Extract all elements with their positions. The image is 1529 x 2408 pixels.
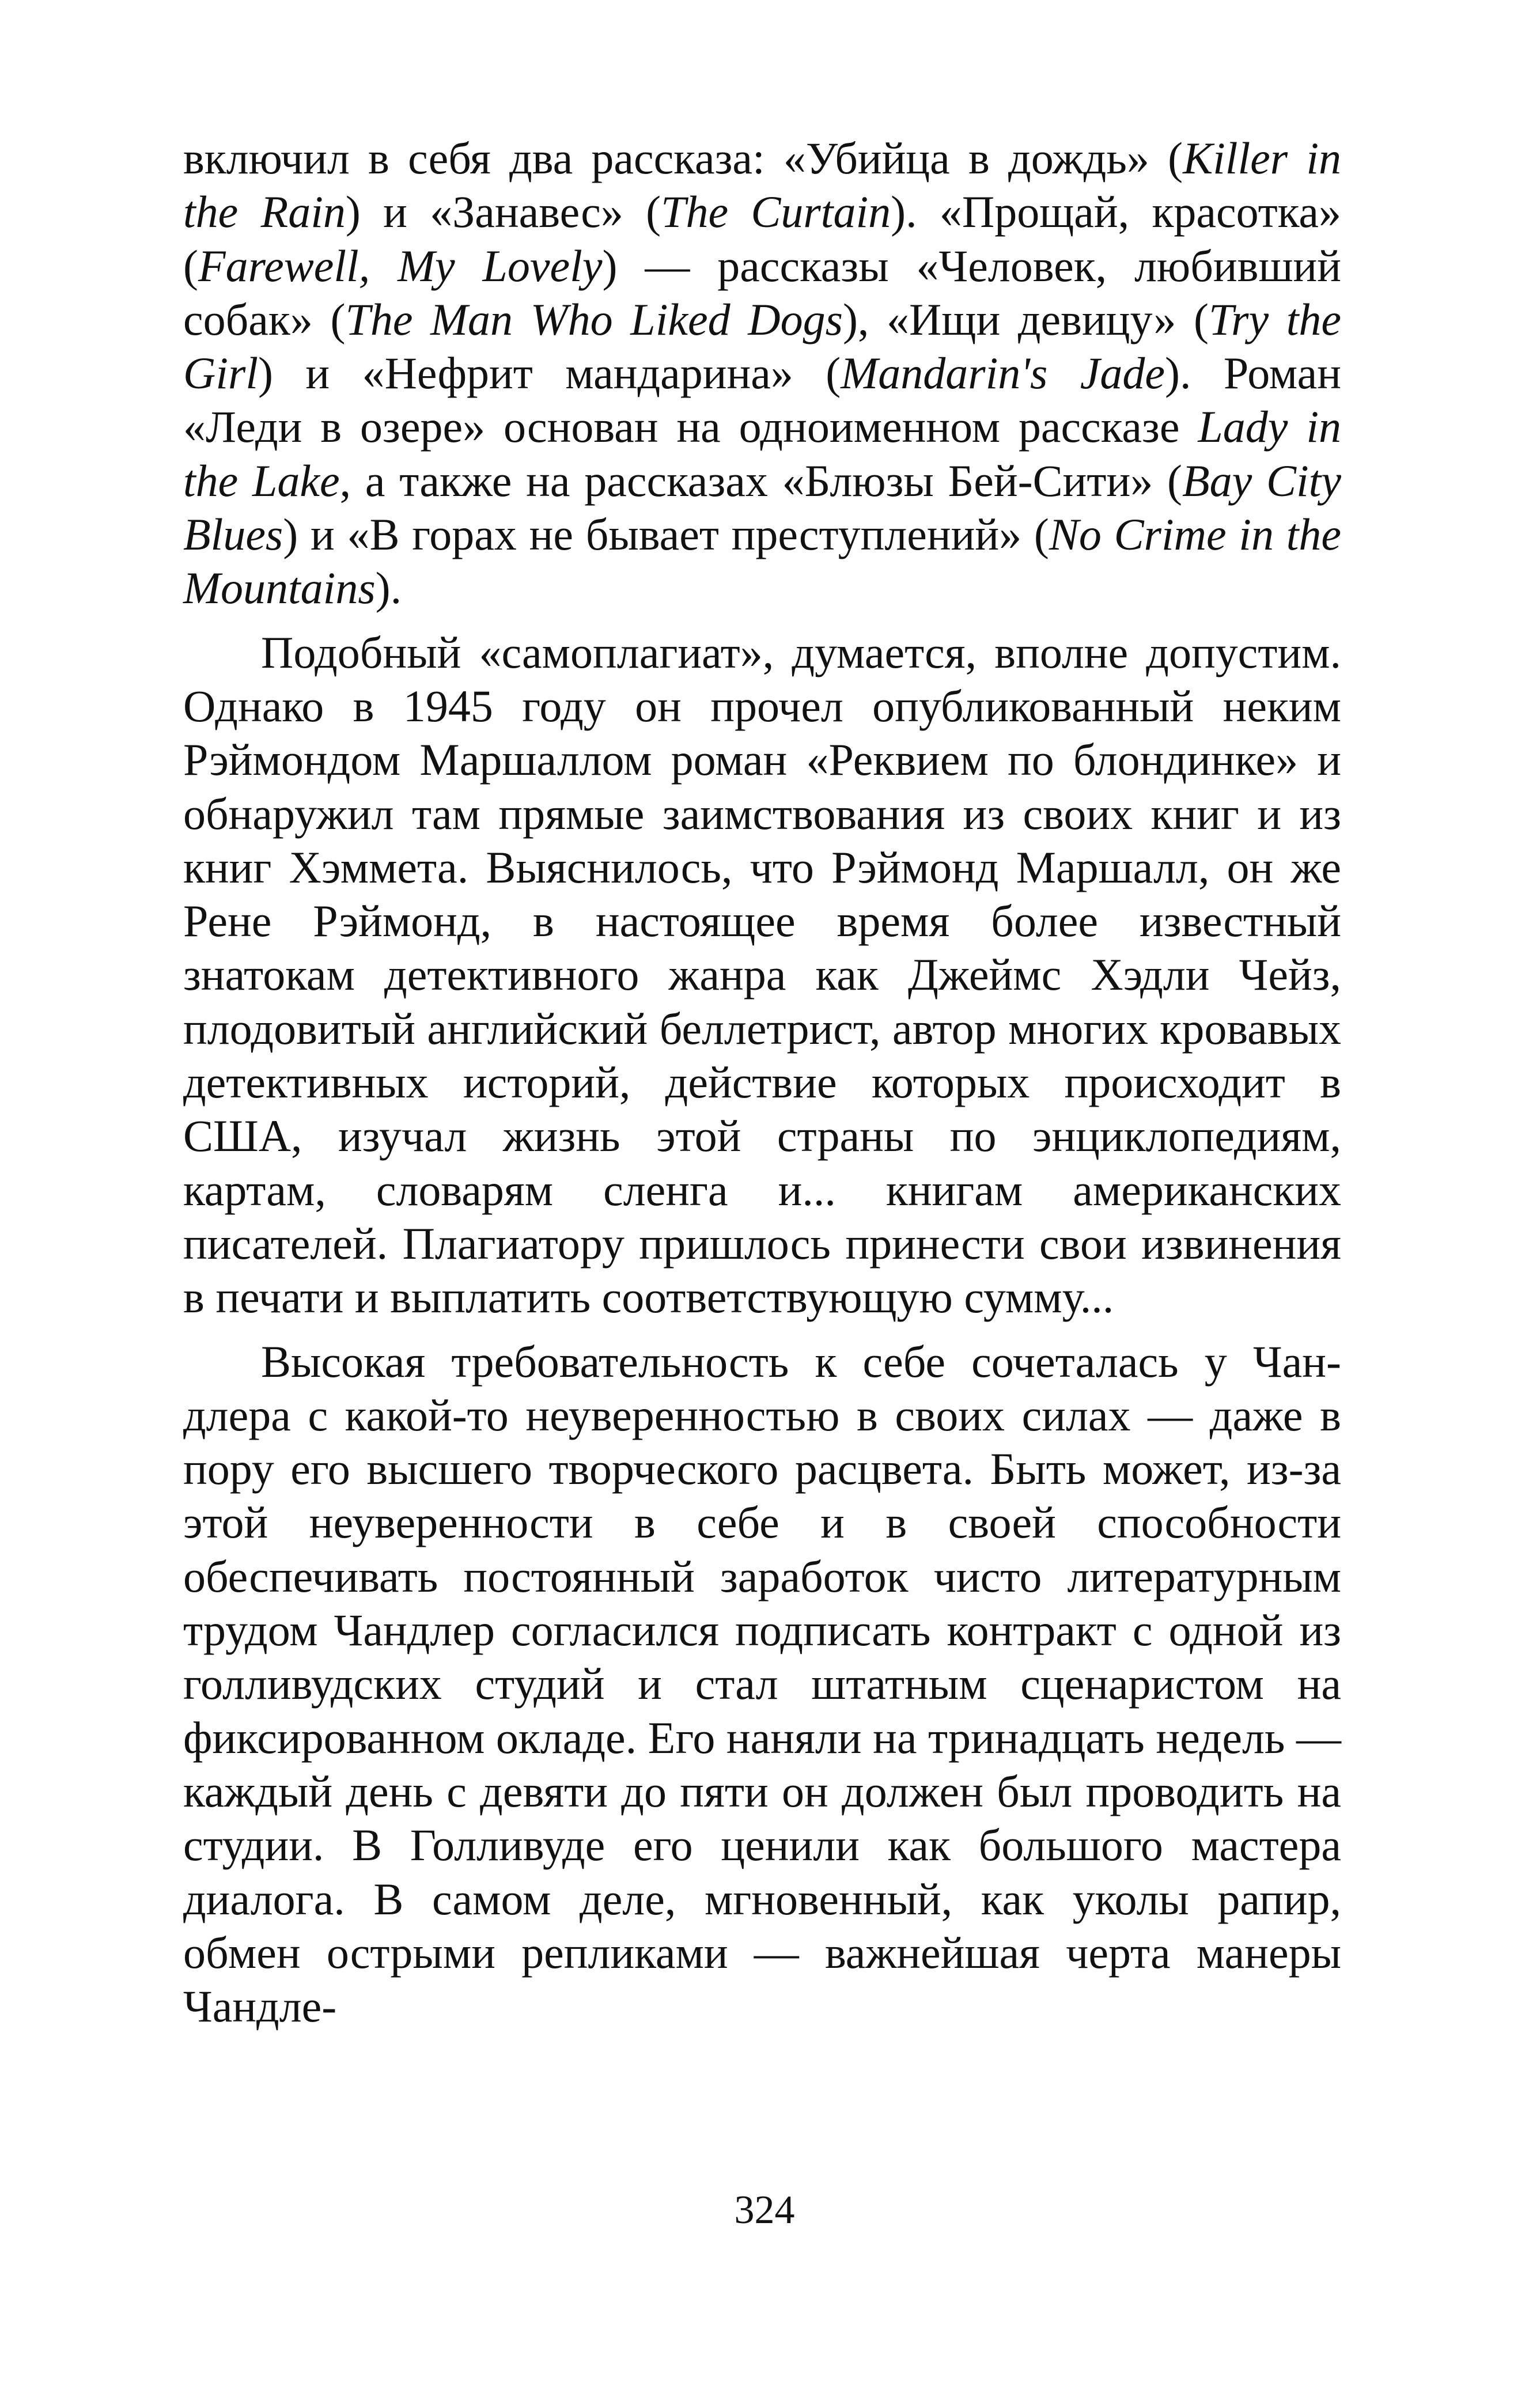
text-run: ) и «Занавес» ( <box>345 187 661 237</box>
paragraph <box>183 626 1341 1324</box>
italic-title: The Curtain <box>661 187 891 237</box>
text-run: Высокая требовательность к себе сочеталась у Чандлера с какой-то неуверенностью в своих силах — даже в пору его высшего творческого расцвета. Быть может, из-за этой неуверенности в себе и в своей способности обеспечивать постоянный заработок чисто литературным трудом Чандлер согласился подписать контракт с одной из голливудских студий и стал штатным сценаристом на фиксированном окладе. Его наняли на тринадцать недель — каждый день с девяти до пяти он должен был проводить на студии. В Голливуде его ценили как большого мастера диалога. В самом деле, мгновенный, как уколы рапир, обмен острыми репликами — важнейшая черта манеры Чандле- <box>183 1336 1341 2032</box>
page-number: 324 <box>734 2188 795 2232</box>
italic-title: Try the Girl <box>183 294 1341 399</box>
text-run: Подобный «самоплагиат», думается, вполне допустим. Однако в 1945 году он прочел опубликованный неким Рэймондом Маршаллом роман «Реквием по блондинке» и обнаружил там прямые заимствования из своих книг и из книг Хэммета. Выяснилось, что Рэймонд Маршалл, он же Рене Рэймонд, в настоящее время более известный знатокам детективного жанра как Джеймс Хэдли Чейз, плодовитый английский беллетрист, автор многих кровавых детективных историй, действие которых происходит в США, изучал жизнь этой страны по энциклопедиям, картам, словарям сленга и... книгам американских писателей. Плагиатору пришлось принести свои извинения в печати и выплатить соответствующую сумму... <box>183 627 1341 1323</box>
italic-title: Mandarin's Jade <box>841 348 1165 399</box>
italic-title: Bay City Blues <box>183 455 1341 560</box>
italic-title: No Crime in the Mountains <box>183 509 1341 614</box>
text-run: ) и «В горах не бывает преступлений» ( <box>283 509 1049 560</box>
body-text <box>183 131 1341 2033</box>
italic-title: Lady in the Lake <box>183 402 1341 506</box>
text-run: включил в себя два рассказа: «Убийца в дождь» ( <box>183 133 1183 183</box>
paragraph <box>183 131 1341 615</box>
text-run: ), «Ищи девицу» ( <box>842 294 1209 344</box>
text-run: ). Роман «Леди в озере» основан на одноименном рассказе <box>183 348 1342 452</box>
text-run: , а также на рассказах «Блюзы Бей-Сити» ( <box>339 455 1182 506</box>
text-run: ) — рассказы «Человек, любивший собак» ( <box>183 240 1341 344</box>
text-run: ). <box>375 563 402 614</box>
italic-title: Killer in the Rain <box>183 133 1342 237</box>
italic-title: The Man Who Liked Dogs <box>345 294 843 344</box>
paragraph <box>183 1335 1341 2034</box>
text-run: ) и «Нефрит мандарина» ( <box>258 348 841 399</box>
italic-title: Farewell, My Lovely <box>198 240 603 291</box>
text-run: ). «Прощай, красотка» ( <box>183 187 1341 291</box>
